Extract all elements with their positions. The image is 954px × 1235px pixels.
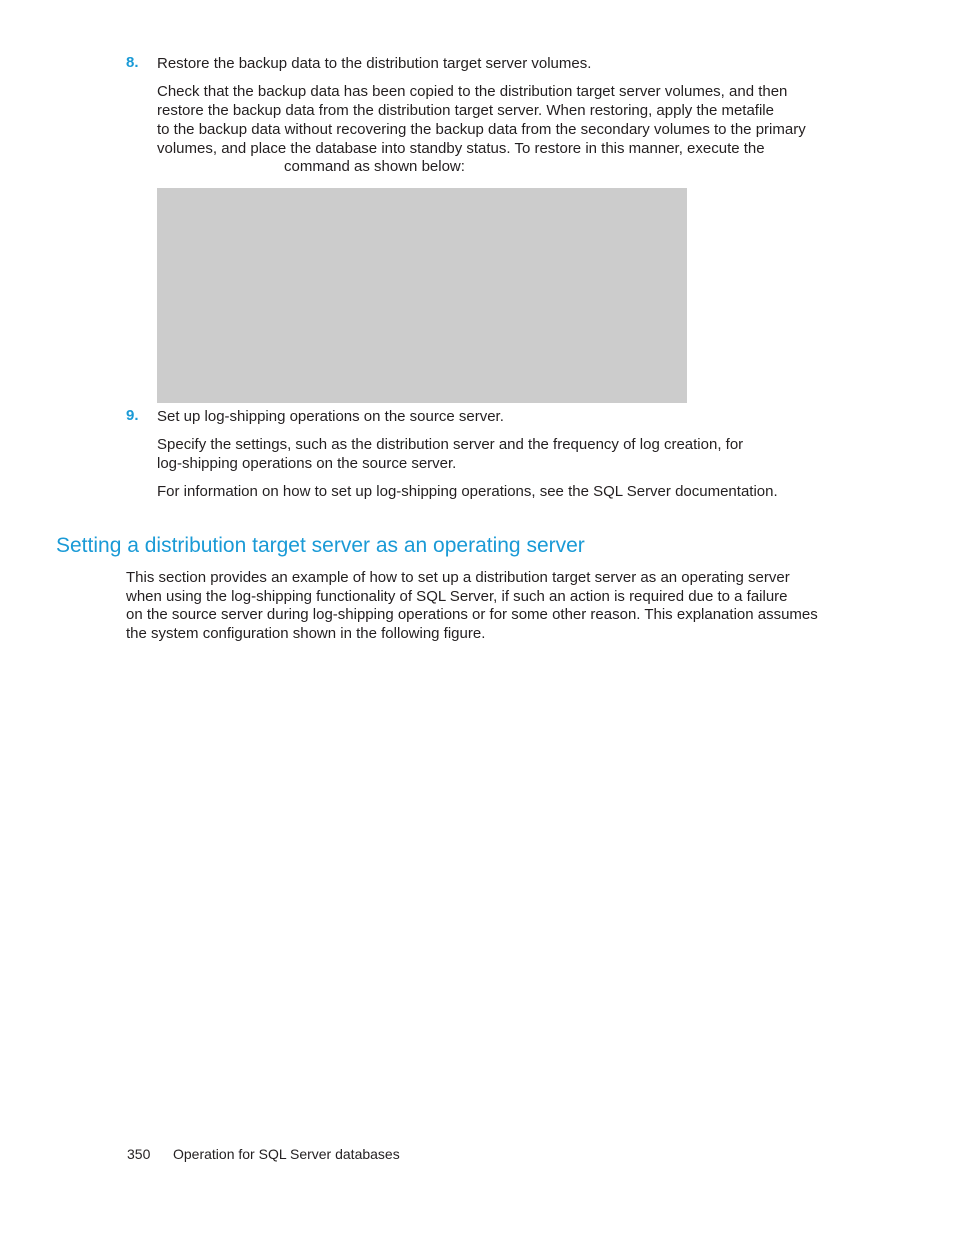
step-paragraph-2: For information on how to set up log-shipping operations, see the SQL Server documentation. xyxy=(157,483,778,500)
step-title: Set up log-shipping operations on the source server. xyxy=(157,408,504,425)
paragraph-line: Check that the backup data has been copied to the distribution target server volumes, and then xyxy=(157,83,788,100)
body-line: when using the log-shipping functionality of SQL Server, if such an action is required due to a failure xyxy=(126,588,788,605)
step-number: 8. xyxy=(126,54,139,71)
paragraph-line: volumes, and place the database into standby status. To restore in this manner, execute the xyxy=(157,140,765,157)
paragraph-line: command as shown below: xyxy=(284,158,465,175)
paragraph-line: log-shipping operations on the source server. xyxy=(157,455,457,472)
paragraph-line: Specify the settings, such as the distribution server and the frequency of log creation, for xyxy=(157,436,744,453)
code-block xyxy=(157,188,687,403)
paragraph-line: restore the backup data from the distribution target server. When restoring, apply the metafile xyxy=(157,102,774,119)
step-title: Restore the backup data to the distribution target server volumes. xyxy=(157,55,592,72)
paragraph-line: to the backup data without recovering the backup data from the secondary volumes to the primary xyxy=(157,121,806,138)
body-line: This section provides an example of how to set up a distribution target server as an operating server xyxy=(126,569,790,586)
body-line: on the source server during log-shipping operations or for some other reason. This explanation assumes xyxy=(126,606,818,623)
section-heading: Setting a distribution target server as an operating server xyxy=(56,534,585,557)
body-line: the system configuration shown in the following figure. xyxy=(126,625,486,642)
chapter-title: Operation for SQL Server databases xyxy=(173,1146,400,1162)
page-number: 350 xyxy=(127,1146,151,1162)
step-number: 9. xyxy=(126,407,139,424)
